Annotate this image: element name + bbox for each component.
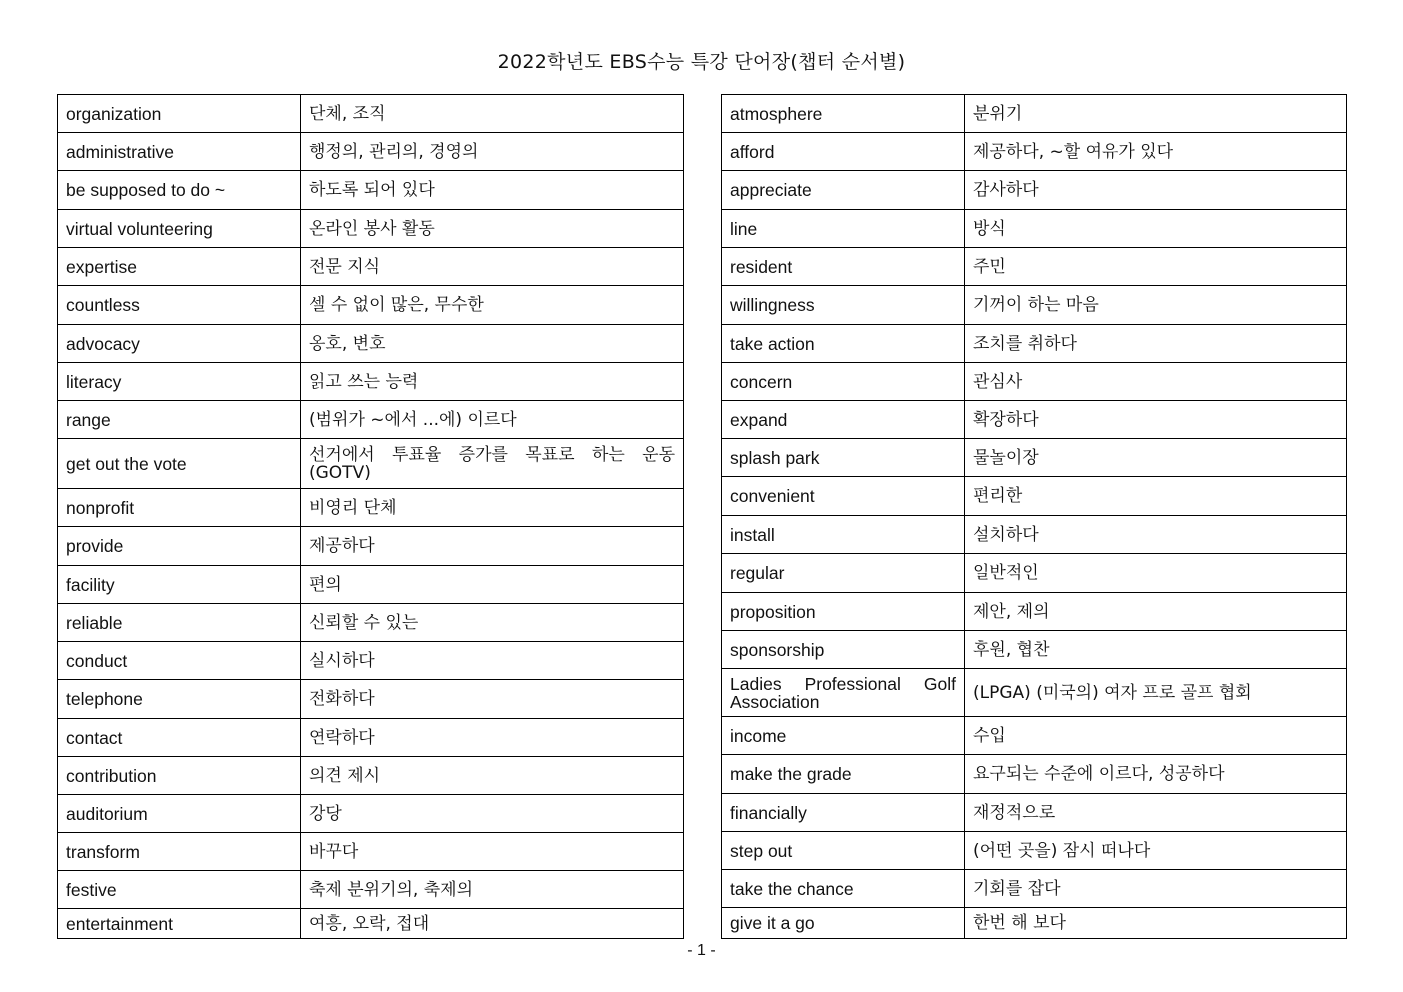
table-row: [58, 566, 684, 604]
english-word: take action: [722, 325, 965, 363]
english-word: take the chance: [722, 870, 965, 908]
table-row: [722, 593, 1347, 631]
english-word: advocacy: [58, 325, 301, 363]
table-row: [58, 795, 684, 833]
english-word: make the grade: [722, 755, 965, 794]
korean-meaning: 실시하다: [301, 642, 684, 680]
table-row: [722, 631, 1347, 669]
english-word: telephone: [58, 680, 301, 719]
vocab-table-right: [721, 94, 1347, 939]
table-row: [722, 439, 1347, 477]
table-row: [722, 832, 1347, 870]
table-row: [58, 325, 684, 363]
table-row: [58, 401, 684, 439]
english-word: contribution: [58, 757, 301, 795]
korean-meaning: 조치를 취하다: [965, 325, 1347, 363]
korean-meaning: 제안, 제의: [965, 593, 1347, 631]
english-word: entertainment: [58, 909, 301, 939]
table-row: [722, 325, 1347, 363]
table-row: [58, 171, 684, 210]
korean-meaning: 수입: [965, 717, 1347, 755]
korean-meaning: 후원, 협찬: [965, 631, 1347, 669]
korean-meaning: 재정적으로: [965, 794, 1347, 832]
korean-meaning: 행정의, 관리의, 경영의: [301, 133, 684, 171]
korean-meaning: 한번 해 보다: [965, 908, 1347, 939]
korean-meaning: 바꾸다: [301, 833, 684, 871]
korean-meaning: 요구되는 수준에 이르다, 성공하다: [965, 755, 1347, 794]
vocab-table-left: [57, 94, 684, 939]
english-word: be supposed to do ~: [58, 171, 301, 210]
english-word: conduct: [58, 642, 301, 680]
english-word: concern: [722, 363, 965, 401]
table-row: [58, 439, 684, 489]
table-row: [58, 833, 684, 871]
english-word: reliable: [58, 604, 301, 642]
english-word: proposition: [722, 593, 965, 631]
table-row: [722, 95, 1347, 133]
english-word: afford: [722, 133, 965, 171]
table-row: [58, 95, 684, 133]
korean-meaning: 편리한: [965, 477, 1347, 516]
korean-meaning: 기회를 잡다: [965, 870, 1347, 908]
english-word: splash park: [722, 439, 965, 477]
page-number: - 1 -: [687, 942, 716, 959]
korean-meaning: 주민: [965, 248, 1347, 286]
table-row: [722, 794, 1347, 832]
table-row: [722, 210, 1347, 248]
english-word: expertise: [58, 248, 301, 286]
table-row: [722, 669, 1347, 717]
english-word: expand: [722, 401, 965, 439]
table-row: [58, 248, 684, 286]
korean-meaning: (어떤 곳을) 잠시 떠나다: [965, 832, 1347, 870]
korean-meaning: 하도록 되어 있다: [301, 171, 684, 210]
english-word: provide: [58, 527, 301, 566]
english-word: sponsorship: [722, 631, 965, 669]
korean-meaning: 편의: [301, 566, 684, 604]
english-word: countless: [58, 286, 301, 325]
korean-meaning: 제공하다: [301, 527, 684, 566]
table-row: [722, 908, 1347, 939]
table-row: [722, 516, 1347, 554]
english-word: nonprofit: [58, 489, 301, 527]
english-word: install: [722, 516, 965, 554]
english-word: facility: [58, 566, 301, 604]
english-word: atmosphere: [722, 95, 965, 133]
table-row: [58, 719, 684, 757]
english-word: line: [722, 210, 965, 248]
table-row: [58, 871, 684, 909]
korean-meaning: 의견 제시: [301, 757, 684, 795]
english-word: administrative: [58, 133, 301, 171]
english-word: Ladies Professional Golf Association: [722, 669, 965, 717]
english-word: literacy: [58, 363, 301, 401]
korean-meaning: 강당: [301, 795, 684, 833]
table-row: [722, 133, 1347, 171]
page-title: 2022학년도 EBS수능 특강 단어장(챕터 순서별): [497, 51, 906, 73]
table-row: [58, 527, 684, 566]
table-row: [722, 477, 1347, 516]
korean-meaning: 단체, 조직: [301, 95, 684, 133]
english-word: financially: [722, 794, 965, 832]
korean-meaning: 전화하다: [301, 680, 684, 719]
table-row: [722, 248, 1347, 286]
korean-meaning: 온라인 봉사 활동: [301, 210, 684, 248]
korean-meaning: 감사하다: [965, 171, 1347, 210]
table-row: [58, 642, 684, 680]
table-row: [58, 757, 684, 795]
korean-meaning: 전문 지식: [301, 248, 684, 286]
table-row: [58, 286, 684, 325]
korean-meaning: 물놀이장: [965, 439, 1347, 477]
table-row: [722, 401, 1347, 439]
korean-meaning: 여흥, 오락, 접대: [301, 909, 684, 939]
english-word: appreciate: [722, 171, 965, 210]
korean-meaning: 옹호, 변호: [301, 325, 684, 363]
table-row: [58, 604, 684, 642]
table-row: [58, 489, 684, 527]
table-row: [58, 133, 684, 171]
english-word: get out the vote: [58, 439, 301, 489]
korean-meaning: 방식: [965, 210, 1347, 248]
table-row: [722, 171, 1347, 210]
korean-meaning: 일반적인: [965, 554, 1347, 593]
korean-meaning: 셀 수 없이 많은, 무수한: [301, 286, 684, 325]
english-word: organization: [58, 95, 301, 133]
table-row: [722, 286, 1347, 325]
korean-meaning: (LPGA) (미국의) 여자 프로 골프 협회: [965, 669, 1347, 717]
table-row: [722, 755, 1347, 794]
table-row: [58, 909, 684, 939]
korean-meaning: 축제 분위기의, 축제의: [301, 871, 684, 909]
english-word: contact: [58, 719, 301, 757]
korean-meaning: 선거에서 투표율 증가를 목표로 하는 운동 (GOTV): [301, 439, 684, 489]
korean-meaning: 확장하다: [965, 401, 1347, 439]
table-row: [722, 363, 1347, 401]
table-row: [58, 363, 684, 401]
korean-meaning: 비영리 단체: [301, 489, 684, 527]
korean-meaning: 제공하다, ~할 여유가 있다: [965, 133, 1347, 171]
korean-meaning: 신뢰할 수 있는: [301, 604, 684, 642]
english-word: regular: [722, 554, 965, 593]
korean-meaning: 읽고 쓰는 능력: [301, 363, 684, 401]
english-word: auditorium: [58, 795, 301, 833]
table-row: [722, 870, 1347, 908]
table-row: [722, 554, 1347, 593]
english-word: convenient: [722, 477, 965, 516]
english-word: transform: [58, 833, 301, 871]
english-word: step out: [722, 832, 965, 870]
table-row: [722, 717, 1347, 755]
english-word: festive: [58, 871, 301, 909]
korean-meaning: 연락하다: [301, 719, 684, 757]
table-row: [58, 210, 684, 248]
english-word: income: [722, 717, 965, 755]
korean-meaning: 관심사: [965, 363, 1347, 401]
english-word: willingness: [722, 286, 965, 325]
english-word: range: [58, 401, 301, 439]
table-row: [58, 680, 684, 719]
english-word: resident: [722, 248, 965, 286]
korean-meaning: 분위기: [965, 95, 1347, 133]
korean-meaning: 기꺼이 하는 마음: [965, 286, 1347, 325]
english-word: virtual volunteering: [58, 210, 301, 248]
korean-meaning: 설치하다: [965, 516, 1347, 554]
korean-meaning: (범위가 ~에서 ...에) 이르다: [301, 401, 684, 439]
english-word: give it a go: [722, 908, 965, 939]
